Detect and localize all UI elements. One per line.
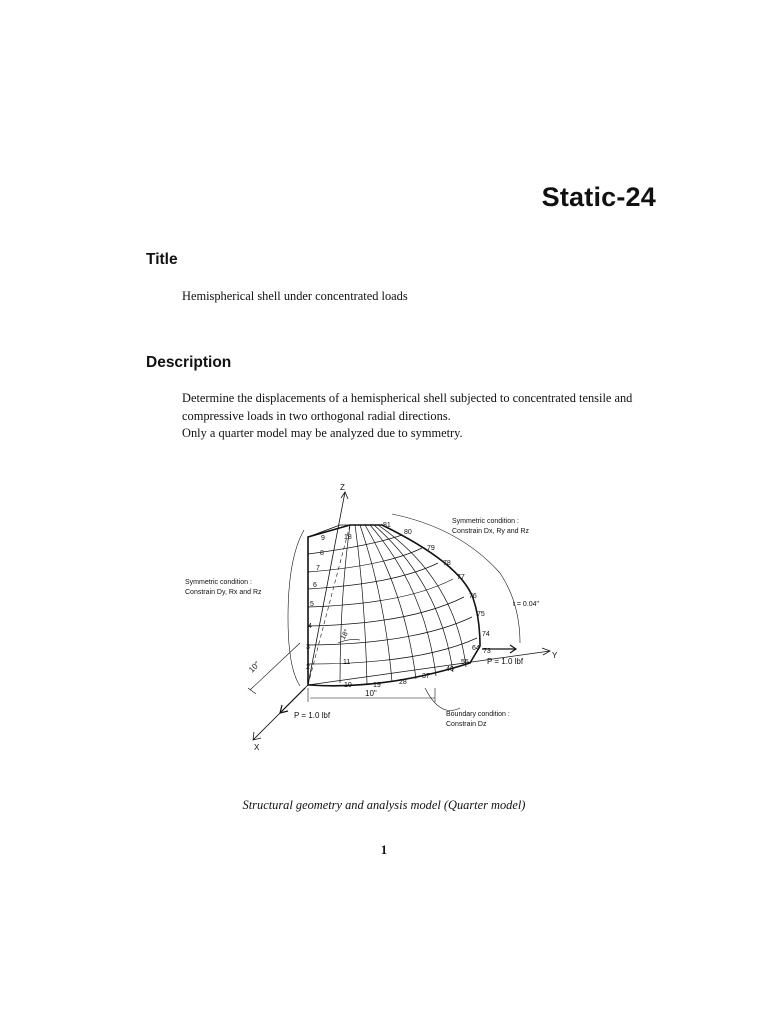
- description-line: Only a quarter model may be analyzed due to symmetry.: [182, 426, 463, 440]
- description-line: Determine the displacements of a hemispherical shell subjected to concentrated tensile and: [182, 391, 633, 405]
- description-section-heading: Description: [146, 354, 232, 371]
- y-axis-label: Y: [552, 651, 558, 660]
- node-label: 3: [306, 644, 310, 651]
- node-label: 6: [313, 582, 317, 589]
- description-line: compressive loads in two orthogonal radial directions.: [182, 408, 451, 423]
- left-radius-label: 10": [247, 659, 262, 675]
- node-label: 5: [310, 601, 314, 608]
- description-paragraph: [182, 390, 682, 443]
- symmetric-condition-right-line2: Constrain Dx, Ry and Rz: [452, 528, 530, 535]
- dimension-lines: [248, 643, 435, 702]
- node-label: 7: [316, 565, 320, 572]
- node-label: 76: [469, 593, 477, 600]
- symmetric-condition-left-line1: Symmetric condition :: [185, 579, 252, 586]
- node-label: 74: [482, 631, 490, 638]
- node-label: 2: [306, 664, 310, 671]
- node-label: 18: [344, 534, 352, 541]
- figure-caption: Structural geometry and analysis model (Quarter model): [242, 798, 526, 812]
- shell-geometry-figure: [170, 478, 590, 783]
- node-label: 78: [443, 560, 451, 567]
- document-title: Static-24: [541, 182, 656, 212]
- node-label: 73: [483, 648, 491, 655]
- shell-diagram: [170, 478, 590, 778]
- boundary-condition-line1: Boundary condition :: [446, 711, 510, 718]
- node-label: 64: [472, 645, 480, 652]
- load-x-label: P = 1.0 lbf: [294, 711, 331, 720]
- title-section-text: Hemispherical shell under concentrated loads: [182, 289, 408, 303]
- node-label: 28: [399, 679, 407, 686]
- z-axis-label: Z: [340, 483, 345, 492]
- node-label: 9: [321, 535, 325, 542]
- bottom-radius-label: 10": [365, 689, 377, 698]
- node-label: 37: [422, 673, 430, 680]
- load-y-label: P = 1.0 lbf: [487, 657, 524, 666]
- thickness-label: t = 0.04": [513, 601, 540, 608]
- node-label: 10: [344, 682, 352, 689]
- node-label: 11: [343, 659, 351, 666]
- boundary-condition-line2: Constrain Dz: [446, 721, 487, 728]
- node-label: 8: [320, 550, 324, 557]
- load-arrow-x: [280, 688, 305, 713]
- symmetric-condition-right-line1: Symmetric condition :: [452, 518, 519, 525]
- node-label: 75: [477, 611, 485, 618]
- node-label: 55: [461, 659, 469, 666]
- node-label: 77: [457, 574, 465, 581]
- node-labels-left: [306, 535, 325, 671]
- node-label: 46: [446, 666, 454, 673]
- node-label: 81: [383, 522, 391, 529]
- node-label: 80: [404, 529, 412, 536]
- x-axis-label: X: [254, 743, 260, 752]
- node-label: 4: [308, 623, 312, 630]
- page-number: 1: [380, 843, 388, 857]
- node-label: 19: [373, 682, 381, 689]
- node-label: 79: [427, 545, 435, 552]
- angle-label: 18°: [339, 628, 352, 641]
- title-section-heading: Title: [146, 251, 178, 268]
- symmetric-condition-left-line2: Constrain Dy, Rx and Rz: [185, 589, 262, 596]
- load-arrows: [280, 645, 516, 713]
